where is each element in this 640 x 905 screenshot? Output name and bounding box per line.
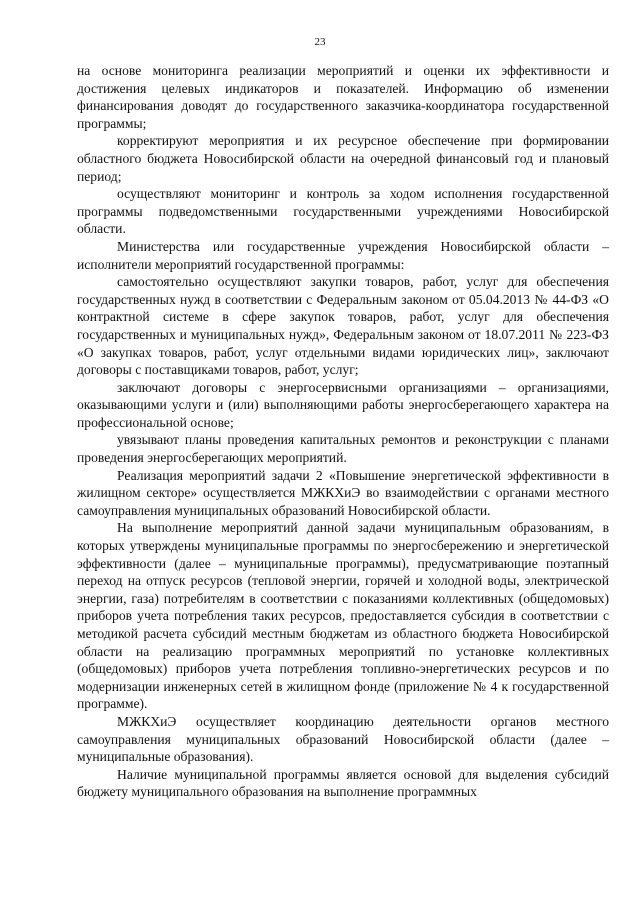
body-text (77, 62, 609, 801)
paragraph: МЖКХиЭ осуществляет координацию деятельности органов местного самоуправления муниципальных образований Новосибирской области (далее – муниципальные образования). (77, 713, 609, 765)
paragraph: Министерства или государственные учреждения Новосибирской области – исполнители мероприятий государственной программы: (77, 238, 609, 272)
paragraph: заключают договоры с энергосервисными организациями – организациями, оказывающими услуги и (или) выполняющими работы энергосберегающего характера на профессиональной основе; (77, 379, 609, 430)
paragraph: увязывают планы проведения капитальных ремонтов и реконструкции с планами проведения энергосберегающих мероприятий. (77, 432, 609, 466)
paragraph: корректируют мероприятия и их ресурсное обеспечение при формировании областного бюджета Новосибирской области на очередной финансовый год и плановый период; (77, 133, 609, 184)
paragraph: На выполнение мероприятий данной задачи муниципальным образованиям, в которых утверждены муниципальные программы по энергосбережению и энергетической эффективности (далее – муниципальные программы), предусматривающие поэтапный переход на отпуск ресурсов (тепловой энергии, горячей и холодной воды, электрической энергии, газа) потребителям в соответствии с показаниями коллективных (общедомовых) приборов учета потребления таких ресурсов, предоставляется субсидия в соответствии с методикой расчета субсидий местным бюджетам из областного бюджета Новосибирской области на реализацию программных мероприятий по установке коллективных (общедомовых) приборов учета потребления топливно-энергетических ресурсов и по модернизации инженерных сетей в жилищном фонде (приложение № 4 к государственной программе). (77, 520, 609, 712)
paragraph: осуществляют мониторинг и контроль за ходом исполнения государственной программы подведомственными государственными учреждениями Новосибирской области. (77, 186, 609, 237)
paragraph: на основе мониторинга реализации мероприятий и оценки их эффективности и достижения целевых индикаторов и показателей. Информацию об изменении финансирования доводят до государственного заказчика-координатора государственной программы; (77, 63, 609, 131)
paragraph: Наличие муниципальной программы является основой для выделения субсидий бюджету муниципального образования на выполнение программных (77, 766, 609, 800)
paragraph: Реализация мероприятий задачи 2 «Повышение энергетической эффективности в жилищном секторе» осуществляется МЖКХиЭ во взаимодействии с органами местного самоуправления муниципальных образований Новосибирской области. (77, 467, 609, 518)
paragraph: самостоятельно осуществляют закупки товаров, работ, услуг для обеспечения государственных нужд в соответствии с Федеральным законом от 05.04.2013 № 44-ФЗ «О контрактной системе в сфере закупок товаров, работ, услуг для обеспечения государственных и муниципальных нужд», Федеральным законом от 18.07.2011 № 223-ФЗ «О закупках товаров, работ, услуг отдельными видами юридических лиц», заключают договоры с поставщиками товаров, работ, услуг; (77, 274, 609, 378)
page-number: 23 (314, 36, 326, 48)
